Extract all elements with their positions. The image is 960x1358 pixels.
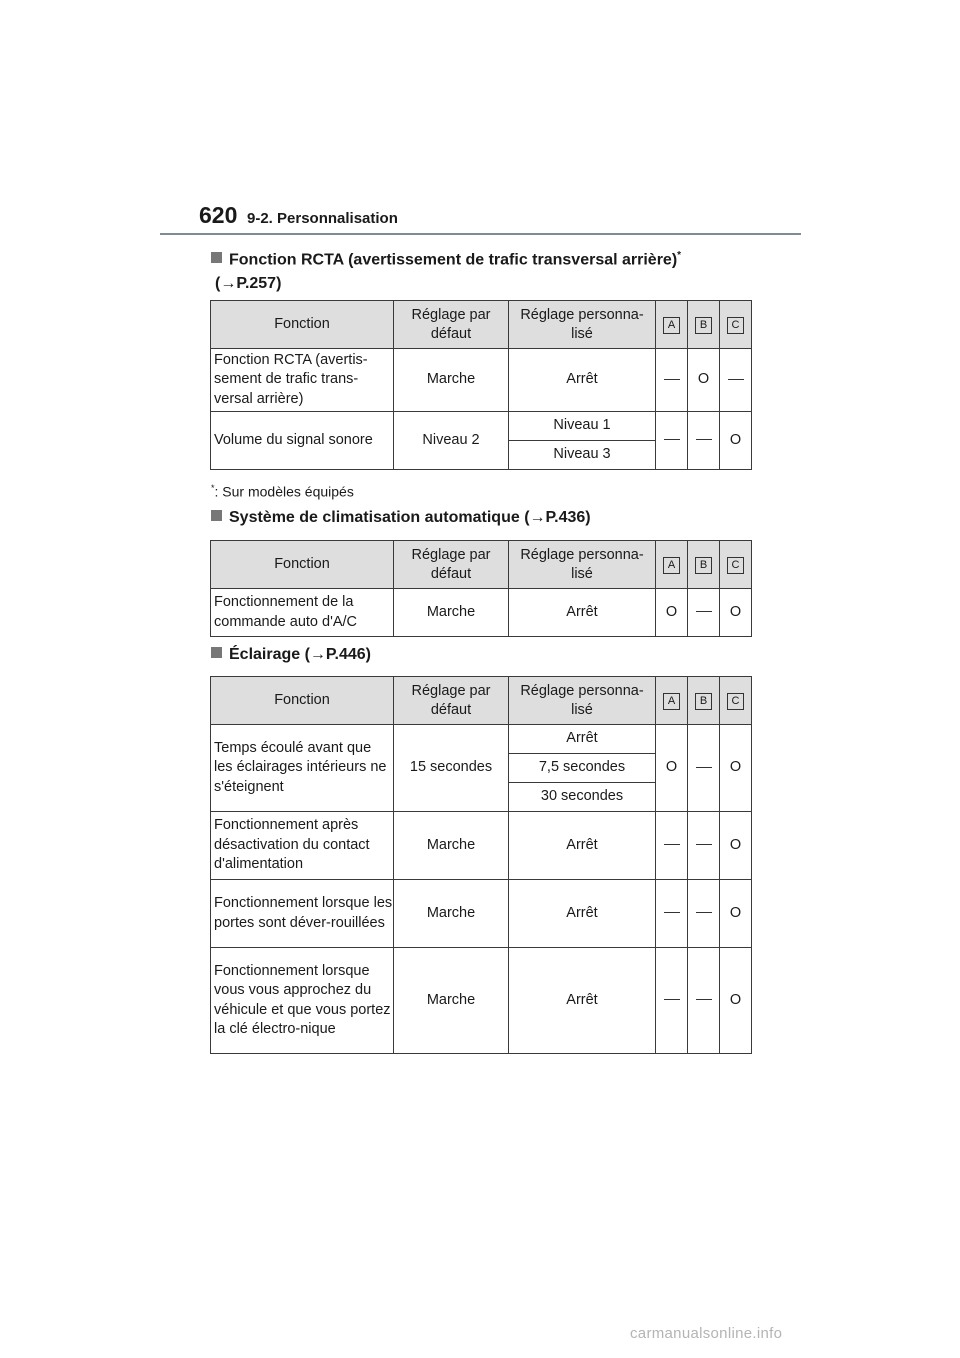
column-a-label: A (663, 557, 680, 574)
cell-c: O (720, 589, 752, 637)
cell-custom: Arrêt (509, 880, 656, 948)
cell-b (688, 725, 720, 812)
column-b-label: B (695, 317, 712, 334)
watermark: carmanualsonline.info (630, 1325, 783, 1342)
column-c-label: C (727, 693, 744, 710)
page-number: 620 (199, 202, 238, 228)
cell-a (656, 812, 688, 880)
dash-mark (664, 844, 680, 845)
column-c-label: C (727, 557, 744, 574)
header-function: Fonction (211, 301, 394, 349)
heading-rcta-ref: (→P.257) (215, 275, 282, 293)
heading-climate-text: Système de climatisation automatique (→P.436) (229, 509, 591, 526)
footnote-text: : Sur modèles équipés (214, 483, 354, 500)
header-default: Réglage par défaut (394, 677, 509, 725)
header-custom: Réglage personna- lisé (509, 541, 656, 589)
table-row (211, 812, 752, 880)
cell-function: Fonctionnement lorsque vous vous approchez du véhicule et que vous portez la clé électro-nique (211, 948, 394, 1054)
dash-mark (696, 767, 712, 768)
cell-default: Marche (394, 948, 509, 1054)
heading-climate (211, 506, 591, 530)
header-function: Fonction (211, 677, 394, 725)
cell-function: Fonctionnement lorsque les portes sont déver-rouillées (211, 880, 394, 948)
section-title: 9-2. Personnalisation (247, 210, 398, 227)
cell-function: Temps écoulé avant que les éclairages intérieurs ne s'éteignent (211, 725, 394, 812)
table-row (211, 349, 752, 412)
cell-custom: Arrêt (509, 349, 656, 412)
cell-default: Marche (394, 812, 509, 880)
column-c-label: C (727, 317, 744, 334)
cell-custom: Niveau 3 (509, 441, 656, 470)
cell-custom: Arrêt (509, 812, 656, 880)
table-header-row (211, 541, 752, 589)
cell-custom: 7,5 secondes (509, 754, 656, 783)
cell-custom: Arrêt (509, 948, 656, 1054)
cell-c: O (720, 948, 752, 1054)
cell-b (688, 812, 720, 880)
cell-a (656, 349, 688, 412)
column-a-label: A (663, 317, 680, 334)
footnote (211, 483, 354, 500)
header-function: Fonction (211, 541, 394, 589)
table-rcta (210, 300, 752, 470)
column-b-label: B (695, 557, 712, 574)
header-rule (160, 233, 801, 235)
dash-mark (696, 999, 712, 1000)
cell-b (688, 880, 720, 948)
dash-mark (696, 611, 712, 612)
header-custom: Réglage personna- lisé (509, 677, 656, 725)
table-row (211, 589, 752, 637)
table-row (211, 880, 752, 948)
cell-default: Marche (394, 349, 509, 412)
table-row (211, 725, 752, 754)
cell-function: Fonctionnement de la commande auto d'A/C (211, 589, 394, 637)
cell-b (688, 948, 720, 1054)
asterisk-mark: * (677, 250, 682, 261)
cell-custom: Arrêt (509, 725, 656, 754)
cell-function: Fonction RCTA (avertis-sement de trafic trans-versal arrière) (211, 349, 394, 412)
cell-default: Marche (394, 880, 509, 948)
cell-c: O (720, 412, 752, 470)
dash-mark (664, 912, 680, 913)
table-header-row (211, 301, 752, 349)
column-a-label: A (663, 693, 680, 710)
dash-mark (664, 439, 680, 440)
header-custom: Réglage personna- lisé (509, 301, 656, 349)
cell-default: 15 secondes (394, 725, 509, 812)
bullet-square-icon (211, 252, 222, 263)
dash-mark (696, 844, 712, 845)
table-header-row (211, 677, 752, 725)
cell-default: Marche (394, 589, 509, 637)
cell-a: O (656, 589, 688, 637)
cell-a (656, 948, 688, 1054)
header-default: Réglage par défaut (394, 541, 509, 589)
table-row (211, 412, 752, 441)
dash-mark (696, 439, 712, 440)
cell-b (688, 589, 720, 637)
header-default: Réglage par défaut (394, 301, 509, 349)
dash-mark (728, 379, 744, 380)
cell-default: Niveau 2 (394, 412, 509, 470)
cell-custom: Niveau 1 (509, 412, 656, 441)
cell-a (656, 412, 688, 470)
dash-mark (664, 999, 680, 1000)
cell-b: O (688, 349, 720, 412)
cell-c: O (720, 812, 752, 880)
heading-lighting-text: Éclairage (→P.446) (229, 646, 372, 663)
cell-custom: 30 secondes (509, 783, 656, 812)
heading-lighting (211, 643, 371, 667)
table-lighting (210, 676, 752, 1054)
cell-custom: Arrêt (509, 589, 656, 637)
cell-c (720, 349, 752, 412)
cell-c: O (720, 880, 752, 948)
dash-mark (696, 912, 712, 913)
cell-c: O (720, 725, 752, 812)
table-row (211, 948, 752, 1054)
cell-a (656, 880, 688, 948)
bullet-square-icon (211, 647, 222, 658)
heading-rcta-text: Fonction RCTA (avertissement de trafic transversal arrière) (229, 251, 678, 269)
cell-function: Volume du signal sonore (211, 412, 394, 470)
table-climate (210, 540, 752, 637)
heading-rcta (211, 244, 681, 296)
footnote-mark: * (211, 483, 215, 493)
cell-a: O (656, 725, 688, 812)
cell-function: Fonctionnement après désactivation du contact d'alimentation (211, 812, 394, 880)
column-b-label: B (695, 693, 712, 710)
bullet-square-icon (211, 510, 222, 521)
cell-b (688, 412, 720, 470)
dash-mark (664, 379, 680, 380)
